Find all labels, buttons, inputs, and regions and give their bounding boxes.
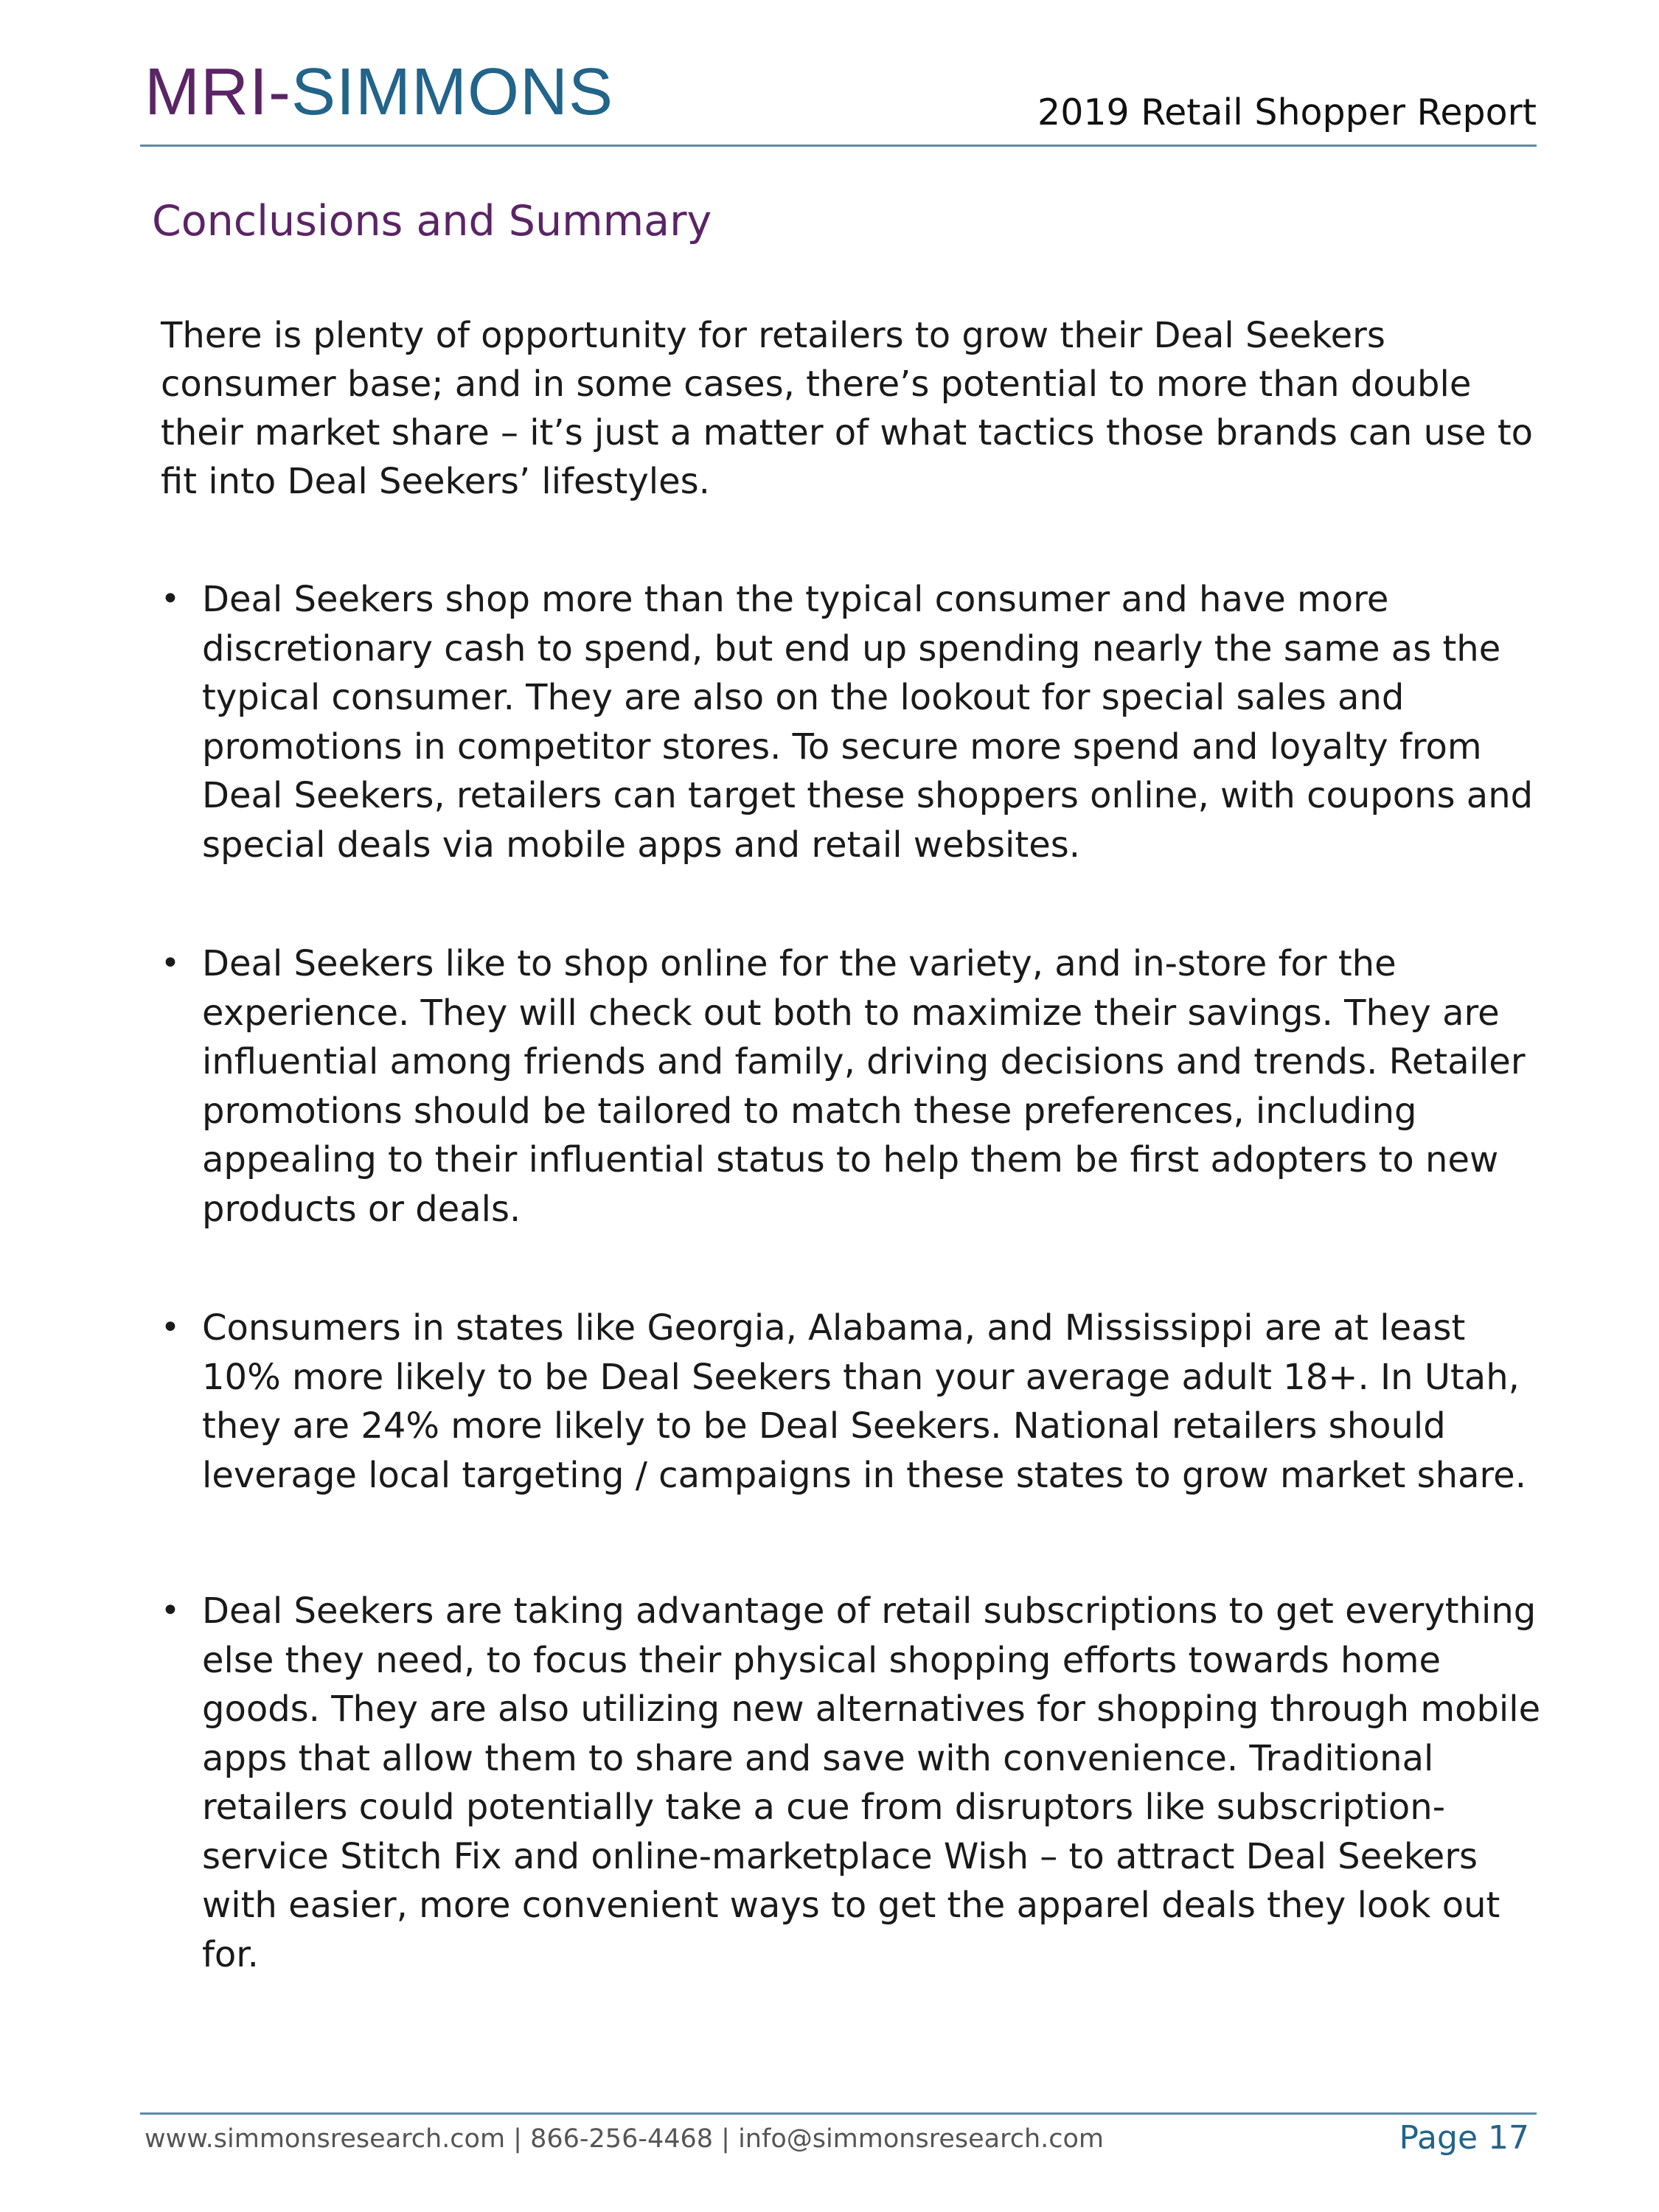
section-heading: Conclusions and Summary <box>152 197 712 246</box>
list-item <box>161 1587 1547 1979</box>
list-item-text: Deal Seekers like to shop online for the variety, and in-store for the experience. They will check out both to maximize their savings. They are influential among friends and family, driving decisions and trends. Retailer promotions should be tailored to match these preferences, including appealing to their influential status to help them be first adopters to new products or deals. <box>202 943 1526 1230</box>
list-item-text: Consumers in states like Georgia, Alabama, and Mississippi are at least 10% more likely to be Deal Seekers than your average adult 18+. In Utah, they are 24% more likely to be Deal Seekers. National retailers should leverage local targeting / campaigns in these states to grow market share. <box>202 1307 1526 1496</box>
brand-logo <box>145 55 613 129</box>
logo-dash: - <box>268 55 291 129</box>
list-item <box>161 939 1547 1234</box>
report-title: 2019 Retail Shopper Report <box>1037 91 1537 133</box>
bullet-icon: • <box>161 945 180 982</box>
bullet-icon: • <box>161 1309 180 1346</box>
footer-contact: www.simmonsresearch.com | 866-256-4468 | info@simmonsresearch.com <box>145 2124 1104 2154</box>
list-item-text: Deal Seekers shop more than the typical consumer and have more discretionary cash to spend, but end up spending nearly the same as the typical consumer. They are also on the lookout for special sales and promotions in competitor stores. To secure more spend and loyalty from Deal Seekers, retailers can target these shoppers online, with coupons and special deals via mobile apps and retail websites. <box>202 579 1534 866</box>
page-number: Page 17 <box>1399 2119 1529 2157</box>
bullet-icon: • <box>161 580 180 618</box>
list-item-text: Deal Seekers are taking advantage of retail subscriptions to get everything else they need, to focus their physical shopping efforts towards home goods. They are also utilizing new alternatives for shopping through mobile apps that allow them to share and save with convenience. Traditional retailers could potentially take a cue from disruptors like subscription-service Stitch Fix and online-marketplace Wish – to attract Deal Seekers with easier, more convenient ways to get the apparel deals they look out for. <box>202 1590 1541 1975</box>
footer-divider <box>140 2112 1537 2115</box>
header-divider <box>140 145 1537 147</box>
bullet-icon: • <box>161 1592 180 1630</box>
logo-mri: MRI <box>145 55 268 129</box>
intro-paragraph: There is plenty of opportunity for retailers to grow their Deal Seekers consumer base; and in some cases, there’s potential to more than double their market share – it’s just a matter of what tactics those brands can use to fit into Deal Seekers’ lifestyles. <box>161 315 1534 502</box>
list-item <box>161 575 1547 869</box>
logo-simmons: SIMMONS <box>291 55 613 129</box>
list-item <box>161 1304 1547 1500</box>
